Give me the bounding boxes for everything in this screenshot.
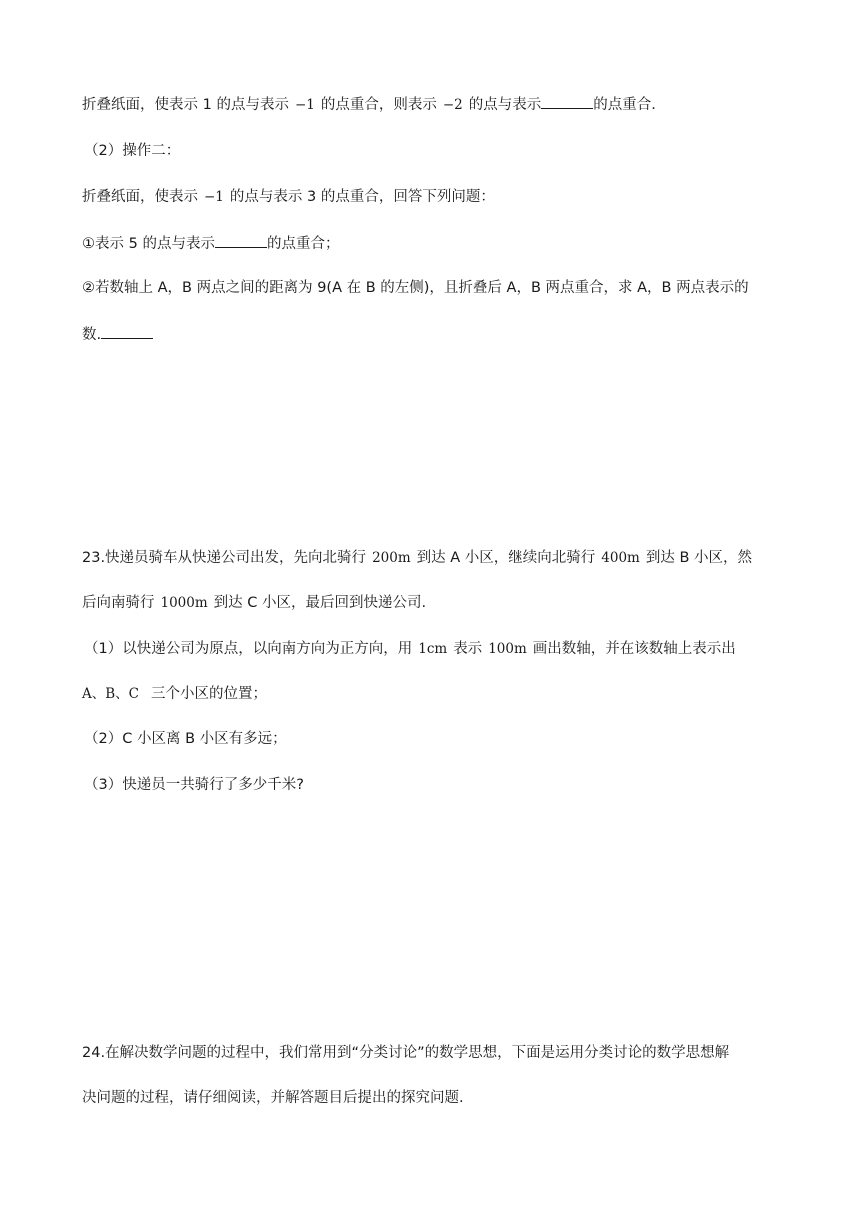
- text: 到达 A 小区，继续向北骑行: [416, 550, 596, 566]
- math: 1000m: [160, 595, 208, 611]
- answer-blank: [541, 94, 593, 109]
- text: 画出数轴，并在该数轴上表示出: [532, 641, 736, 657]
- question-23-part-1: [84, 639, 736, 659]
- text: （1）以快递公司为原点，以向南方向为正方向，用: [84, 641, 413, 657]
- text: 的点重合；: [266, 236, 340, 252]
- text: 后向南骑行: [82, 595, 155, 611]
- text: 的点与表示 3 的点重合，回答下列问题：: [229, 189, 495, 205]
- math: A、B、C: [82, 686, 139, 702]
- text: 到达 C 小区，最后回到快递公司.: [213, 595, 427, 611]
- question-24-line-2: [82, 1088, 464, 1108]
- answer-blank: [215, 233, 267, 248]
- math: 1cm: [418, 641, 448, 657]
- question-24-line-1: [82, 1043, 729, 1063]
- text: 到达 B 小区，然: [645, 550, 753, 566]
- sub-question-2-cont: [82, 324, 153, 345]
- math: −2: [442, 97, 463, 113]
- math: 200m: [372, 550, 411, 566]
- question-23-part-3: [84, 775, 304, 795]
- text: 表示: [453, 641, 483, 657]
- question-23-part-1-cont: [82, 684, 267, 704]
- text: 23.快递员骑车从快递公司出发，先向北骑行: [82, 550, 367, 566]
- text: 的点与表示: [468, 97, 542, 113]
- text: 折叠纸面，使表示 1 的点与表示: [82, 97, 289, 113]
- sub-question-1: [82, 233, 339, 254]
- text: 决问题的过程，请仔细阅读，并解答题目后提出的探究问题.: [82, 1090, 464, 1106]
- text: （2）C 小区离 B 小区有多远；: [84, 731, 287, 747]
- question-23-part-2: [84, 729, 287, 749]
- text: ①表示 5 的点与表示: [82, 236, 215, 252]
- answer-blank: [101, 324, 153, 339]
- question-23-line-2: [82, 593, 426, 613]
- text: 的点重合，则表示: [320, 97, 437, 113]
- math: −1: [294, 97, 315, 113]
- text: （3）快递员一共骑行了多少千米?: [84, 777, 304, 793]
- text: 三个小区的位置；: [151, 686, 267, 702]
- fold-instruction-1: [82, 94, 656, 115]
- math: 400m: [601, 550, 640, 566]
- question-23-line-1: [82, 548, 752, 568]
- math: 100m: [488, 641, 527, 657]
- text: 数.: [82, 327, 102, 343]
- fold-instruction-2: [82, 187, 495, 207]
- operation-2-heading: [84, 141, 180, 161]
- text: 的点重合.: [593, 97, 656, 113]
- text: 24.在解决数学问题的过程中，我们常用到“分类讨论”的数学思想，下面是运用分类讨论的数学思想解: [82, 1045, 730, 1061]
- math: −1: [204, 189, 224, 205]
- text: ②若数轴上 A，B 两点之间的距离为 9(A 在 B 的左侧)，且折叠后 A，B 两点重合，求 A，B 两点表示的: [82, 280, 749, 296]
- text: 折叠纸面，使表示: [82, 189, 198, 205]
- text: （2）操作二：: [84, 143, 181, 159]
- sub-question-2: [82, 278, 749, 298]
